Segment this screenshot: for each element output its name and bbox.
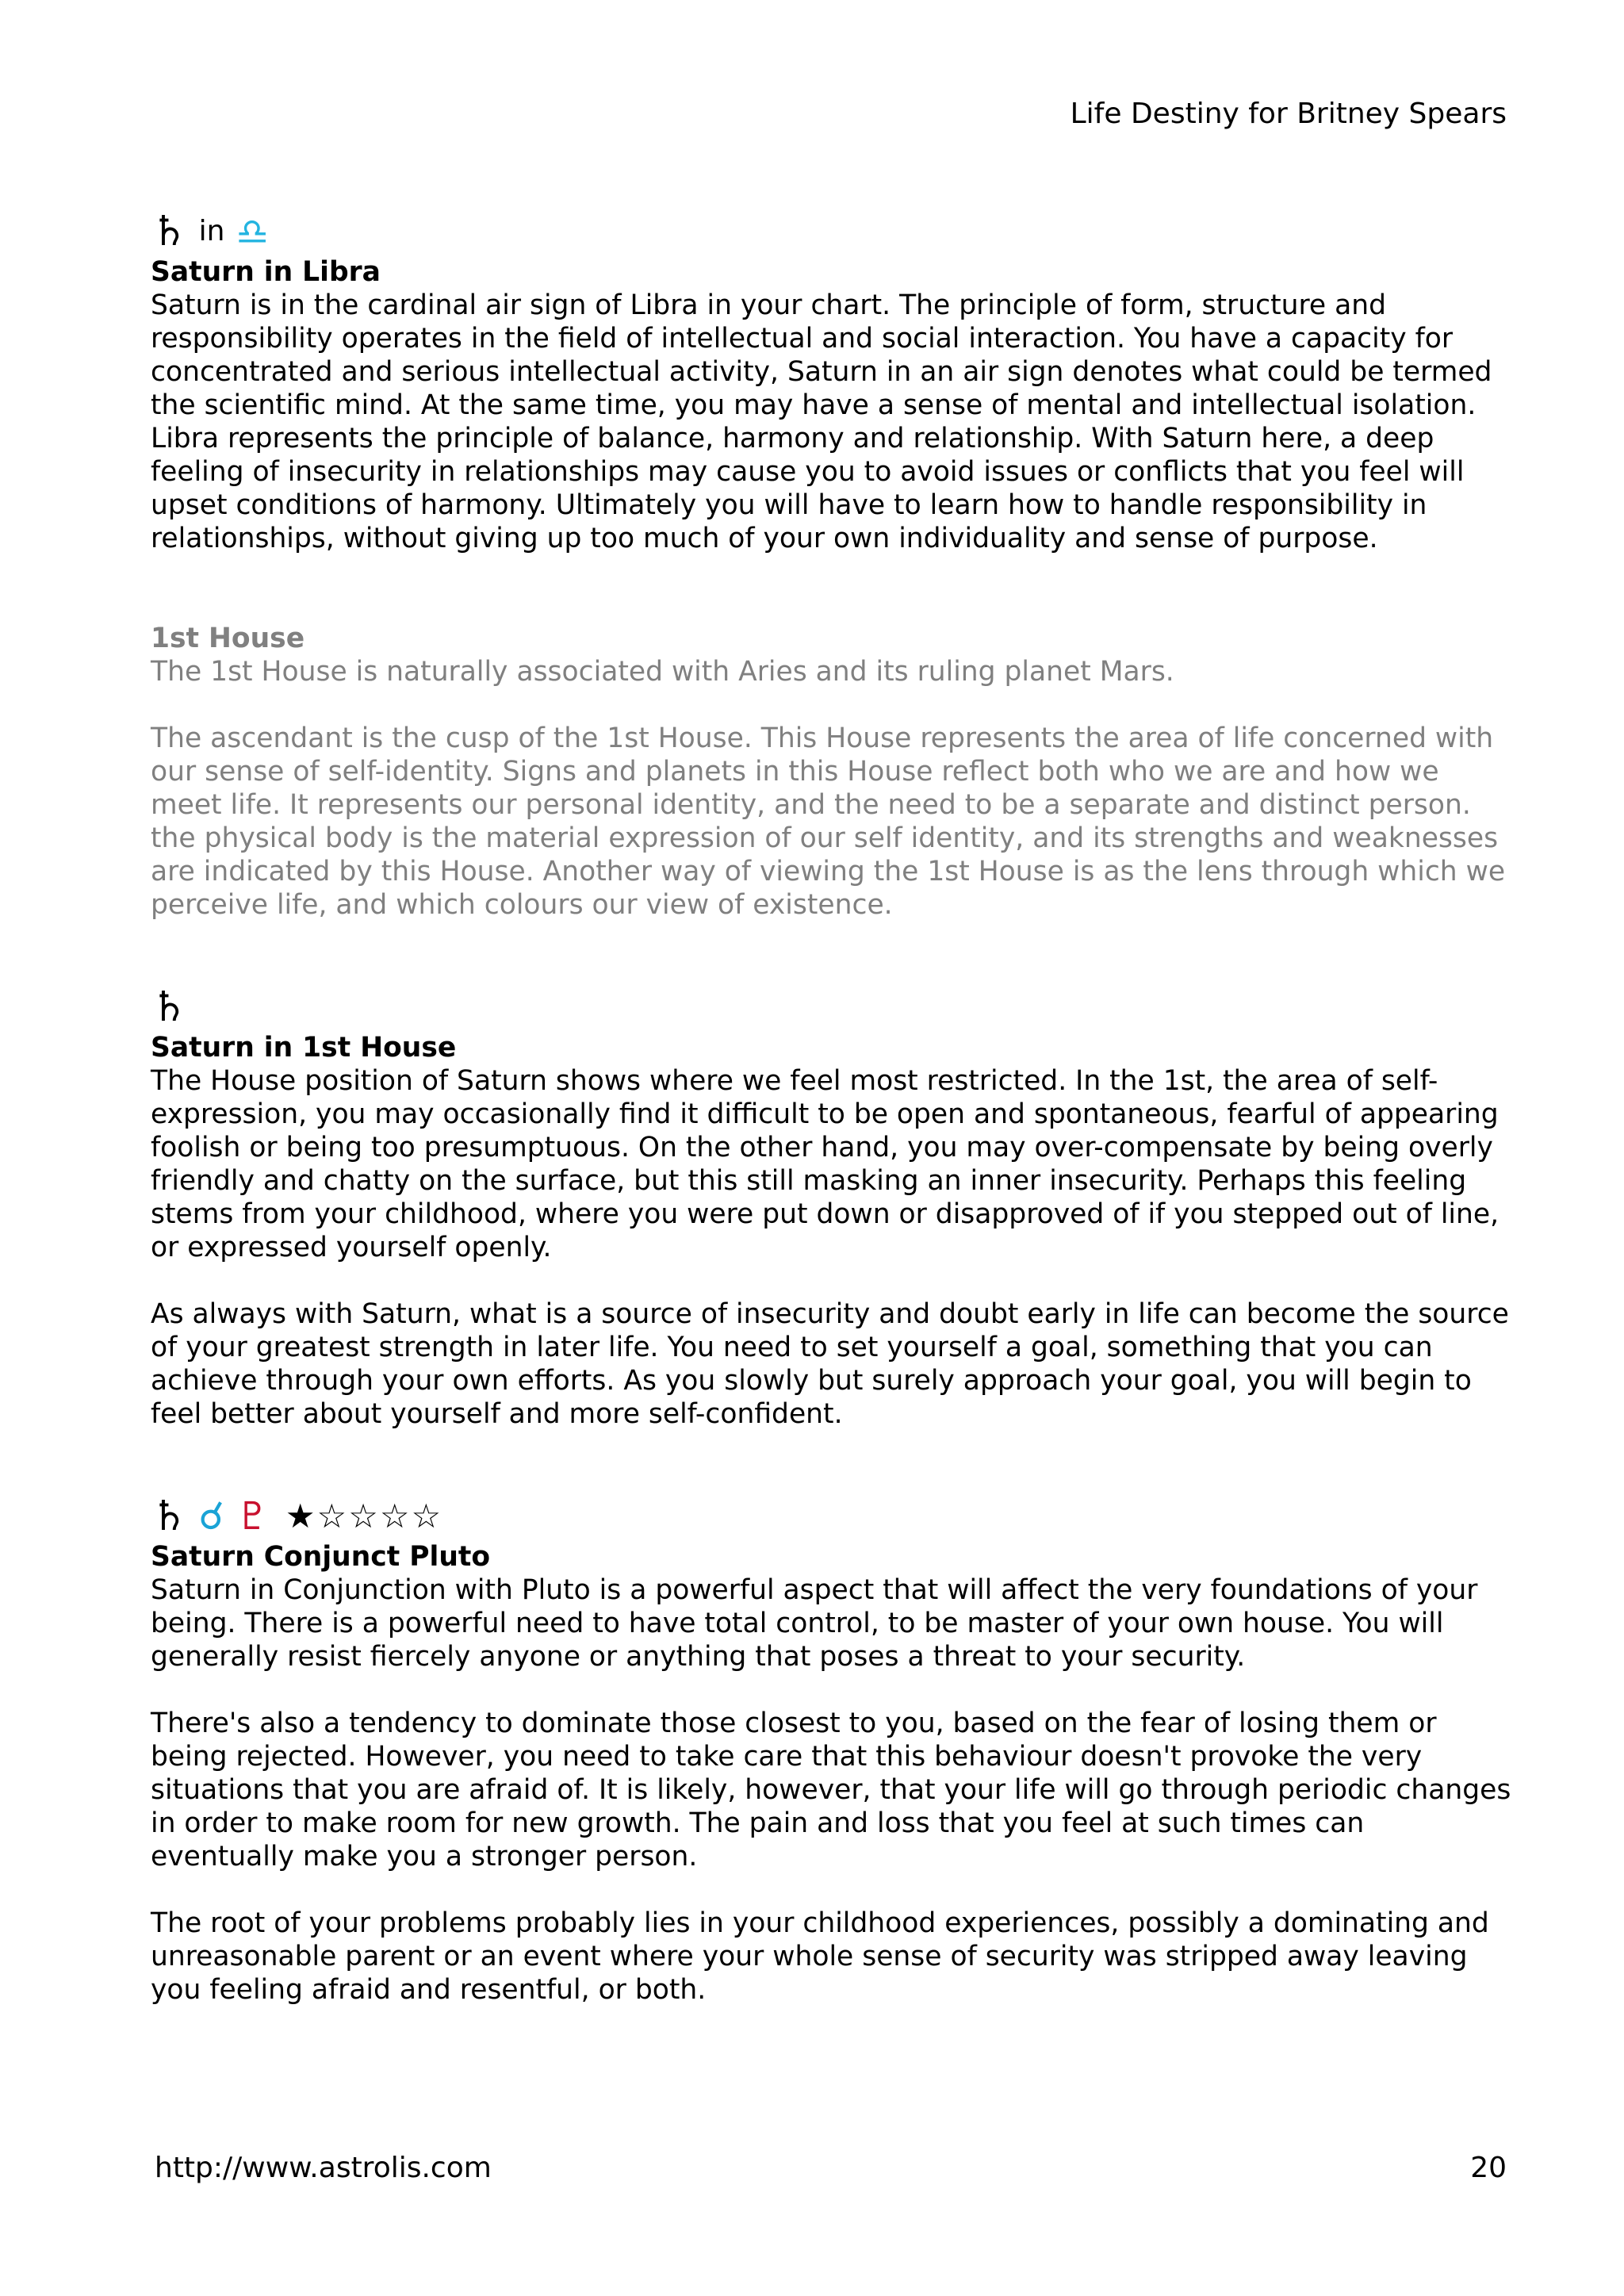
saturn-icon: ♄ [151, 208, 188, 255]
footer-url: http://www.astrolis.com [155, 2152, 492, 2184]
section-paragraph: The 1st House is naturally associated with Aries and its ruling planet Mars. [151, 656, 1174, 688]
section-title: Saturn Conjunct Pluto [151, 1541, 491, 1573]
section-title: Saturn in 1st House [151, 1032, 457, 1064]
conjunction-icon: ☌ [198, 1494, 224, 1539]
in-label: in [198, 215, 225, 247]
spacer [151, 555, 1515, 622]
section-saturn-in-libra [151, 208, 1515, 555]
star-rating-icon: ★☆☆☆☆ [285, 1497, 443, 1535]
glyph-row [151, 1493, 1515, 1540]
section-paragraph: The ascendant is the cusp of the 1st House. This House represents the area of life concerned with our sense of self-identity. Signs and planets in this House reflect both who we are and how we meet life. It represents our personal identity, and the need to be a separate and distinct person. the physical body is the material expression of our self identity, and its strengths and weaknesses are indicated by this House. Another way of viewing the 1st House is as the lens through which we perceive life, and which colours our view of existence. [151, 723, 1506, 921]
page-number: 20 [1470, 2152, 1507, 2184]
section-title: Saturn in Libra [151, 256, 381, 288]
section-saturn-conjunct-pluto [151, 1493, 1515, 2007]
glyph-row [151, 983, 1515, 1031]
glyph-row [151, 208, 1515, 255]
spacer [151, 922, 1515, 983]
saturn-icon: ♄ [151, 1493, 188, 1540]
pluto-icon: ♇ [235, 1494, 270, 1539]
section-paragraph: Saturn in Conjunction with Pluto is a powerful aspect that will affect the very foundations of your being. There is a powerful need to have total control, to be master of your own house. You will generally resist fiercely anyone or anything that poses a threat to your security. [151, 1574, 1478, 1673]
section-saturn-in-1st-house [151, 983, 1515, 1431]
section-title: 1st House [151, 623, 305, 654]
section-paragraph: There's also a tendency to dominate those closest to you, based on the fear of losing them or being rejected. However, you need to take care that this behaviour doesn't provoke the very situations that you are afraid of. It is likely, however, that your life will go through periodic changes in order to make room for new growth. The pain and loss that you feel at such times can eventually make you a stronger person. [151, 1708, 1511, 1872]
section-paragraph: As always with Saturn, what is a source of insecurity and doubt early in life can become the source of your greatest strength in later life. You need to set yourself a goal, something that you can achieve through your own efforts. As you slowly but surely approach your goal, you will begin to feel better about yourself and more self-confident. [151, 1298, 1509, 1430]
page-content [151, 208, 1515, 2007]
spacer [151, 1431, 1515, 1493]
section-first-house [151, 622, 1515, 922]
saturn-icon: ♄ [151, 983, 188, 1031]
section-paragraph: Saturn is in the cardinal air sign of Libra in your chart. The principle of form, structure and responsibility operates in the field of intellectual and social interaction. You have a capacity for concentrated and serious intellectual activity, Saturn in an air sign denotes what could be termed the scientific mind. At the same time, you may have a sense of mental and intellectual isolation. Libra represents the principle of balance, harmony and relationship. With Saturn here, a deep feeling of insecurity in relationships may cause you to avoid issues or conflicts that you feel will upset conditions of harmony. Ultimately you will have to learn how to handle responsibility in relationships, without giving up too much of your own individuality and sense of purpose. [151, 289, 1492, 554]
section-paragraph: The House position of Saturn shows where we feel most restricted. In the 1st, the area of self-expression, you may occasionally find it difficult to be open and spontaneous, fearful of appearing foolish or being too presumptuous. On the other hand, you may over-compensate by being overly friendly and chatty on the surface, but this still masking an inner insecurity. Perhaps this feeling stems from your childhood, where you were put down or disapproved of if you stepped out of line, or expressed yourself openly. [151, 1065, 1500, 1263]
libra-icon: ♎ [236, 210, 269, 253]
page-header-title: Life Destiny for Britney Spears [1070, 98, 1507, 130]
section-paragraph: The root of your problems probably lies in your childhood experiences, possibly a dominating and unreasonable parent or an event where your whole sense of security was stripped away leaving you feeling afraid and resentful, or both. [151, 1907, 1489, 2006]
